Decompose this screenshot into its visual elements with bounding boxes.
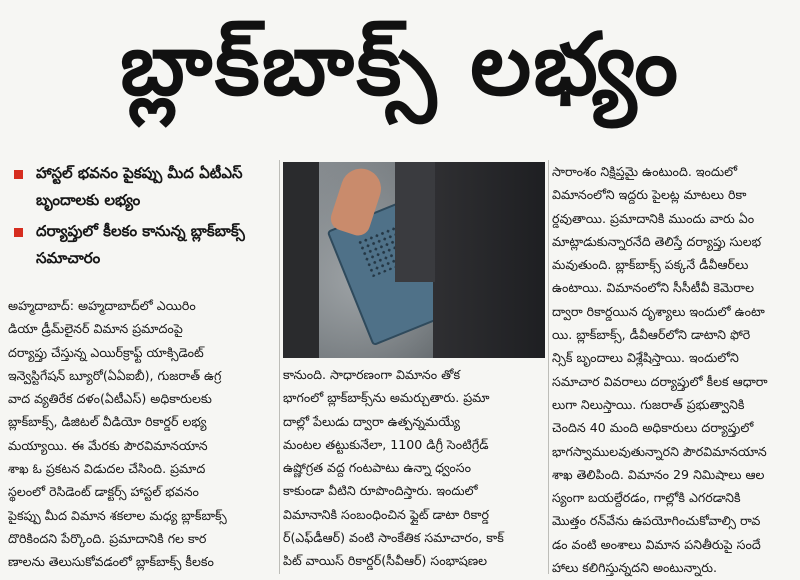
text-line: మంటల తట్టుకునేలా, 1100 డిగ్రీ సెంటిగ్రేడ్ — [283, 436, 489, 452]
text-line: లుగా నిలుస్తాయి. గుజరాత్ ప్రభుత్వానికి — [552, 396, 745, 412]
text-line: మొత్తం రన్‌వేను ఉపయోగించుకోవాల్సి రావ — [552, 513, 761, 529]
bullet-icon — [14, 228, 23, 237]
article-column-1 — [8, 294, 276, 574]
subheading-text: హాస్టల్ భవనం పైకప్పు మీద ఏటీఎస్ బృందాలకు లభ్యం — [36, 164, 243, 209]
text-line: స్థలంలో రెసిడెంట్ డాక్టర్స్ హాస్టల్ భవనం — [8, 484, 199, 500]
headline: బ్లాక్‌బాక్స్ లభ్యం — [120, 14, 680, 115]
text-line: ర్(ఎఫ్‌డీఆర్) వంటి సాంకేతిక సమాచారం, కాక్ — [283, 530, 504, 546]
text-line: వాద వ్యతిరేక దళం(ఏటీఎస్) అధికారులకు — [8, 391, 212, 407]
text-line: ఇన్వెస్టిగేషన్ బ్యూరో(ఏఏఐబీ), గుజరాత్ ఉగ్ర — [8, 367, 222, 383]
text-line: ర్డవుతాయి. ప్రమాదానికి ముందు వారు ఏం — [552, 210, 755, 226]
text-line: భాగంలో బ్లాక్‌బాక్స్‌ను అమర్చుతారు. ప్రమా — [283, 390, 490, 406]
text-line: చెందిన 40 మంది అధికారులు దర్యాప్తులో — [552, 420, 754, 436]
subheading — [8, 218, 276, 272]
text-line: న్సిక్ బృందాలు విశ్లేషిస్తాయి. ఇందులోని — [552, 350, 739, 366]
text-line: దొరికిందని పేర్కొంది. ప్రమాదానికి గల కార — [8, 530, 207, 546]
column-divider — [279, 160, 280, 574]
text-line: ణాలను తెలుసుకోవడంలో బ్లాక్‌బాక్స్ కీలకం — [8, 554, 214, 570]
text-line: డియా డ్రీమ్‌లైనర్ విమాన ప్రమాదంపై — [8, 321, 183, 337]
article-column-2 — [283, 363, 545, 573]
text-line: విమానంలోని ఇద్దరు పైలట్ల మాటలు రికా — [552, 187, 747, 203]
text-line: సమాచార వివరాలు దర్యాప్తులో కీలక ఆధారా — [552, 373, 768, 389]
subheading — [8, 160, 276, 214]
text-line: అహ్మదాబాద్: అహ్మదాబాద్‌లో ఎయిరిం — [8, 298, 196, 313]
text-line: కాకుండా వీటిని రూపొందిస్తారు. ఇందులో — [283, 483, 478, 499]
column-divider — [548, 160, 549, 574]
text-line: దాల్లో పేలుడు ద్వారా ఉత్పన్నమయ్యే — [283, 413, 461, 429]
person-body — [433, 162, 545, 358]
text-line: కానుంది. సాధారణంగా విమానం తోక — [283, 367, 461, 382]
text-line: సారాంశం నిక్షిప్తమై ఉంటుంది. ఇందులో — [552, 164, 738, 179]
text-line: దర్యాప్తు చేస్తున్న ఎయిర్‌క్రాఫ్ట్ యాక్సిడెంట్ — [8, 344, 204, 360]
text-line: ఉష్ణోగ్రత వద్ద గంటపాటు ఉన్నా ధ్వంసం — [283, 460, 472, 476]
text-line: మయ్యాయి. ఈ మేరకు పౌరవిమానయాన — [8, 437, 208, 453]
text-line: శాఖ తెలిపింది. విమానం 29 నిమిషాలు ఆల — [552, 466, 765, 482]
article-column-3 — [552, 160, 794, 579]
subheading-text: దర్యాప్తులో కీలకం కానున్న బ్లాక్‌బాక్స్ సమాచారం — [36, 222, 245, 267]
text-line: పిట్ వాయిస్ రికార్డర్(సీవీఆర్) సంభాషణల — [283, 553, 488, 569]
text-line: యి. బ్లాక్‌బాక్స్, డీవీఆర్‌లోని డాటాని ఫోరె — [552, 327, 751, 343]
text-line: ద్వారా రికార్డయిన దృశ్యాలు ఇందులో ఉంటా — [552, 303, 765, 319]
subheadings — [8, 160, 276, 272]
text-line: స్యంగా బయల్దేరడం, గాల్లోకి ఎగరడానికి — [552, 490, 741, 506]
text-line: విమానానికి సంబంధించిన ఫ్లైట్ డాటా రికార్డ — [283, 506, 490, 522]
text-line: డం వంటి అంశాలు విమాన పనితీరుపై సందే — [552, 536, 761, 552]
bullet-icon — [14, 170, 23, 179]
text-line: పైకప్పు మీద విమాన శకలాల మధ్య బ్లాక్‌బాక్స్ — [8, 507, 227, 523]
text-line: మాట్లాడుకున్నారనేది తెలిస్తే దర్యాప్తు సులభ — [552, 233, 762, 249]
text-line: మవుతుంది. బ్లాక్‌బాక్స్ పక్కనే డీవీఆర్‌లు — [552, 257, 749, 273]
text-line: హాలు కలిగిస్తున్నదని అంటున్నారు. — [552, 560, 718, 576]
text-line: శాఖ ఓ ప్రకటన విడుదల చేసింది. ప్రమాద — [8, 461, 206, 477]
black-box-photo — [283, 162, 545, 358]
text-line: ఉంటాయి. విమానంలోని సీసీటీవీ కెమెరాల — [552, 280, 755, 296]
person-arm — [395, 162, 435, 282]
person-leg — [283, 162, 319, 358]
text-line: భాగస్వాములవుతున్నారని పౌరవిమానయాన — [552, 443, 767, 459]
text-line: బ్లాక్‌బాక్స్, డిజిటల్ వీడియో రికార్డర్ లభ్య — [8, 414, 207, 430]
